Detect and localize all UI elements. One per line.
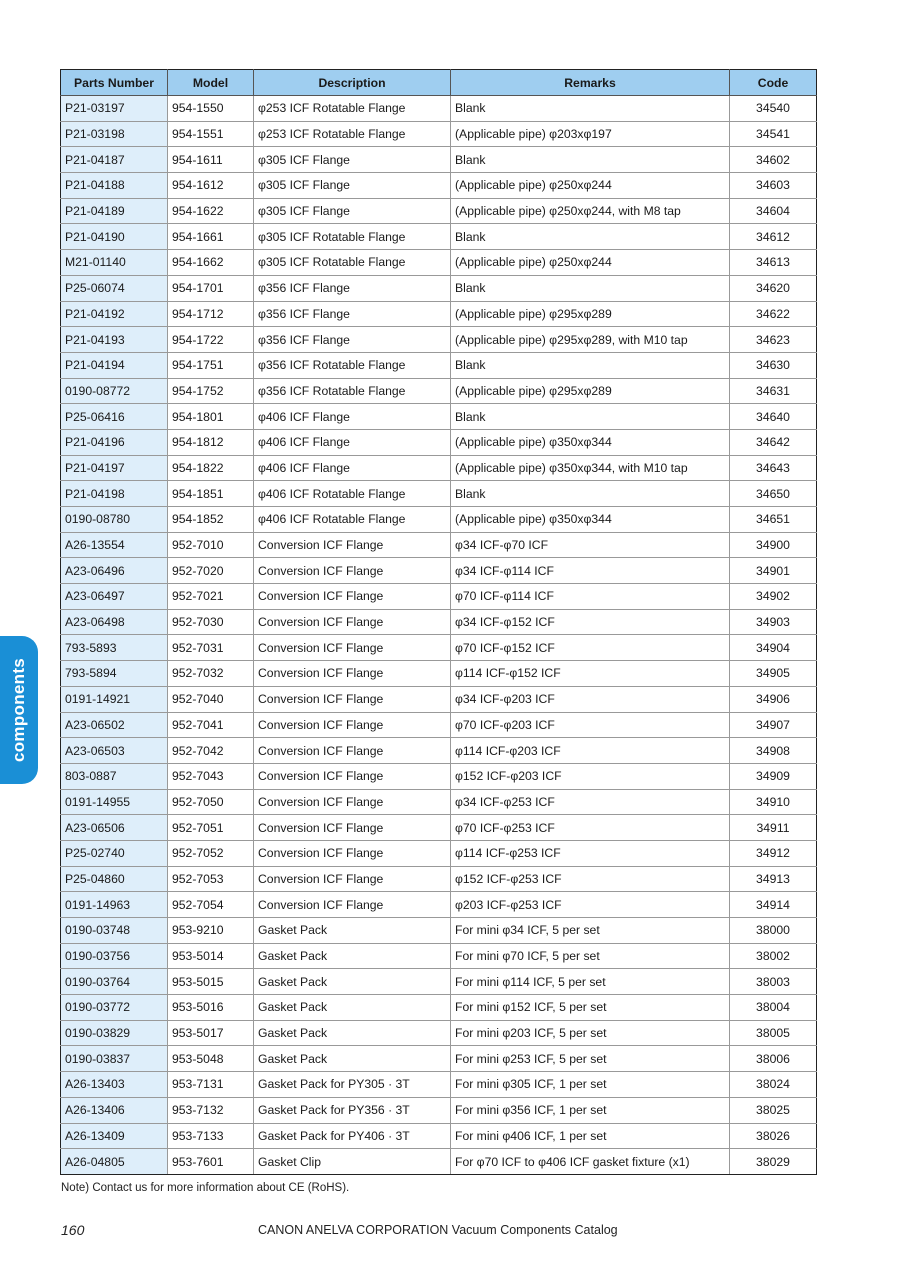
table-row: [61, 1072, 817, 1098]
table-body: [61, 96, 817, 1175]
table-row: [61, 96, 817, 122]
table-header-row: [61, 70, 817, 96]
cell-model: 952-7040: [168, 686, 254, 712]
cell-description: φ305 ICF Rotatable Flange: [254, 250, 451, 276]
cell-remarks: For mini φ203 ICF, 5 per set: [451, 1020, 730, 1046]
cell-code: 38002: [730, 943, 817, 969]
table-row: [61, 147, 817, 173]
cell-remarks: φ34 ICF-φ152 ICF: [451, 609, 730, 635]
table-row: [61, 224, 817, 250]
table-row: [61, 378, 817, 404]
cell-parts-number: 0190-03837: [61, 1046, 168, 1072]
cell-remarks: φ70 ICF-φ253 ICF: [451, 815, 730, 841]
cell-parts-number: A26-13403: [61, 1072, 168, 1098]
table-row: [61, 815, 817, 841]
cell-remarks: Blank: [451, 147, 730, 173]
cell-model: 954-1712: [168, 301, 254, 327]
cell-remarks: φ152 ICF-φ253 ICF: [451, 866, 730, 892]
cell-code: 38006: [730, 1046, 817, 1072]
table-row: [61, 918, 817, 944]
table-row: [61, 943, 817, 969]
cell-description: Conversion ICF Flange: [254, 866, 451, 892]
table-row: [61, 686, 817, 712]
cell-parts-number: P25-06416: [61, 404, 168, 430]
cell-parts-number: 0191-14963: [61, 892, 168, 918]
cell-model: 952-7032: [168, 661, 254, 687]
cell-remarks: Blank: [451, 224, 730, 250]
cell-description: φ406 ICF Flange: [254, 455, 451, 481]
section-tab-label: components: [9, 657, 28, 763]
cell-model: 954-1661: [168, 224, 254, 250]
cell-description: Gasket Pack for PY356 · 3T: [254, 1097, 451, 1123]
cell-parts-number: P21-04196: [61, 429, 168, 455]
cell-remarks: For mini φ406 ICF, 1 per set: [451, 1123, 730, 1149]
cell-remarks: φ114 ICF-φ203 ICF: [451, 738, 730, 764]
cell-model: 954-1551: [168, 121, 254, 147]
cell-model: 954-1852: [168, 507, 254, 533]
cell-parts-number: P21-04187: [61, 147, 168, 173]
cell-model: 953-5016: [168, 995, 254, 1021]
cell-model: 953-7601: [168, 1149, 254, 1175]
cell-remarks: (Applicable pipe) φ295xφ289: [451, 378, 730, 404]
cell-parts-number: 0190-03756: [61, 943, 168, 969]
cell-code: 34640: [730, 404, 817, 430]
cell-description: Conversion ICF Flange: [254, 789, 451, 815]
cell-model: 952-7041: [168, 712, 254, 738]
cell-model: 952-7050: [168, 789, 254, 815]
cell-description: φ406 ICF Rotatable Flange: [254, 507, 451, 533]
cell-model: 953-5015: [168, 969, 254, 995]
cell-code: 34623: [730, 327, 817, 353]
cell-model: 954-1801: [168, 404, 254, 430]
cell-code: 34603: [730, 173, 817, 199]
cell-parts-number: A26-13406: [61, 1097, 168, 1123]
cell-code: 34541: [730, 121, 817, 147]
cell-model: 952-7030: [168, 609, 254, 635]
table-row: [61, 789, 817, 815]
page-number: 160: [61, 1222, 85, 1238]
cell-parts-number: A23-06497: [61, 584, 168, 610]
cell-code: 34630: [730, 352, 817, 378]
cell-parts-number: P21-04197: [61, 455, 168, 481]
table-row: [61, 404, 817, 430]
footnote: Note) Contact us for more information about CE (RoHS).: [61, 1182, 350, 1194]
cell-remarks: Blank: [451, 352, 730, 378]
cell-parts-number: 0190-03748: [61, 918, 168, 944]
cell-parts-number: P21-04190: [61, 224, 168, 250]
table-row: [61, 173, 817, 199]
cell-remarks: (Applicable pipe) φ295xφ289, with M10 tap: [451, 327, 730, 353]
cell-model: 953-5017: [168, 1020, 254, 1046]
cell-description: Gasket Pack for PY305 · 3T: [254, 1072, 451, 1098]
cell-remarks: φ70 ICF-φ152 ICF: [451, 635, 730, 661]
table-row: [61, 1123, 817, 1149]
cell-parts-number: P21-04188: [61, 173, 168, 199]
cell-description: Conversion ICF Flange: [254, 763, 451, 789]
cell-remarks: φ152 ICF-φ203 ICF: [451, 763, 730, 789]
cell-code: 34912: [730, 840, 817, 866]
cell-description: Gasket Pack: [254, 995, 451, 1021]
table-row: [61, 738, 817, 764]
cell-parts-number: A23-06503: [61, 738, 168, 764]
cell-remarks: (Applicable pipe) φ250xφ244: [451, 173, 730, 199]
cell-parts-number: A26-04805: [61, 1149, 168, 1175]
cell-code: 34650: [730, 481, 817, 507]
cell-code: 34911: [730, 815, 817, 841]
cell-parts-number: 0190-03772: [61, 995, 168, 1021]
cell-code: 34604: [730, 198, 817, 224]
cell-parts-number: 0190-08772: [61, 378, 168, 404]
cell-code: 34904: [730, 635, 817, 661]
cell-description: Gasket Pack: [254, 969, 451, 995]
cell-code: 34540: [730, 96, 817, 122]
cell-description: Conversion ICF Flange: [254, 609, 451, 635]
cell-remarks: For mini φ114 ICF, 5 per set: [451, 969, 730, 995]
table-row: [61, 712, 817, 738]
cell-description: φ253 ICF Rotatable Flange: [254, 121, 451, 147]
cell-description: φ305 ICF Flange: [254, 198, 451, 224]
cell-description: Conversion ICF Flange: [254, 686, 451, 712]
cell-parts-number: P25-04860: [61, 866, 168, 892]
cell-parts-number: 0190-08780: [61, 507, 168, 533]
cell-description: Conversion ICF Flange: [254, 815, 451, 841]
cell-description: φ356 ICF Flange: [254, 275, 451, 301]
header-remarks: Remarks: [451, 70, 730, 96]
cell-description: φ253 ICF Rotatable Flange: [254, 96, 451, 122]
cell-remarks: For mini φ305 ICF, 1 per set: [451, 1072, 730, 1098]
cell-remarks: (Applicable pipe) φ203xφ197: [451, 121, 730, 147]
table-row: [61, 121, 817, 147]
cell-parts-number: P21-03197: [61, 96, 168, 122]
cell-code: 34907: [730, 712, 817, 738]
cell-model: 954-1622: [168, 198, 254, 224]
header-parts-number: Parts Number: [61, 70, 168, 96]
cell-description: φ356 ICF Rotatable Flange: [254, 352, 451, 378]
cell-remarks: φ203 ICF-φ253 ICF: [451, 892, 730, 918]
table-row: [61, 969, 817, 995]
cell-model: 954-1812: [168, 429, 254, 455]
cell-parts-number: P21-04193: [61, 327, 168, 353]
table-row: [61, 995, 817, 1021]
cell-description: φ406 ICF Rotatable Flange: [254, 481, 451, 507]
cell-parts-number: P21-04192: [61, 301, 168, 327]
cell-remarks: φ70 ICF-φ114 ICF: [451, 584, 730, 610]
cell-remarks: φ114 ICF-φ152 ICF: [451, 661, 730, 687]
cell-code: 34631: [730, 378, 817, 404]
cell-remarks: φ70 ICF-φ203 ICF: [451, 712, 730, 738]
cell-description: Conversion ICF Flange: [254, 840, 451, 866]
cell-remarks: Blank: [451, 404, 730, 430]
cell-parts-number: 793-5893: [61, 635, 168, 661]
table-row: [61, 198, 817, 224]
cell-model: 954-1612: [168, 173, 254, 199]
cell-model: 953-9210: [168, 918, 254, 944]
cell-remarks: Blank: [451, 275, 730, 301]
cell-remarks: For mini φ152 ICF, 5 per set: [451, 995, 730, 1021]
cell-model: 953-7132: [168, 1097, 254, 1123]
cell-description: Gasket Pack for PY406 · 3T: [254, 1123, 451, 1149]
cell-remarks: (Applicable pipe) φ350xφ344: [451, 507, 730, 533]
table-row: [61, 327, 817, 353]
cell-model: 954-1722: [168, 327, 254, 353]
header-model: Model: [168, 70, 254, 96]
table-row: [61, 481, 817, 507]
cell-description: φ406 ICF Flange: [254, 429, 451, 455]
cell-model: 952-7042: [168, 738, 254, 764]
cell-remarks: (Applicable pipe) φ250xφ244: [451, 250, 730, 276]
cell-remarks: φ34 ICF-φ70 ICF: [451, 532, 730, 558]
cell-parts-number: M21-01140: [61, 250, 168, 276]
cell-description: φ356 ICF Rotatable Flange: [254, 378, 451, 404]
cell-parts-number: P21-04198: [61, 481, 168, 507]
cell-remarks: (Applicable pipe) φ295xφ289: [451, 301, 730, 327]
cell-parts-number: P25-02740: [61, 840, 168, 866]
table-row: [61, 584, 817, 610]
cell-model: 954-1751: [168, 352, 254, 378]
table-row: [61, 1097, 817, 1123]
table-row: [61, 352, 817, 378]
cell-code: 34651: [730, 507, 817, 533]
cell-code: 34909: [730, 763, 817, 789]
table-row: [61, 532, 817, 558]
cell-parts-number: A23-06506: [61, 815, 168, 841]
cell-remarks: φ34 ICF-φ203 ICF: [451, 686, 730, 712]
cell-model: 954-1550: [168, 96, 254, 122]
cell-description: Conversion ICF Flange: [254, 712, 451, 738]
cell-parts-number: P21-03198: [61, 121, 168, 147]
cell-code: 34613: [730, 250, 817, 276]
cell-remarks: φ34 ICF-φ253 ICF: [451, 789, 730, 815]
cell-code: 34902: [730, 584, 817, 610]
cell-description: φ406 ICF Flange: [254, 404, 451, 430]
header-code: Code: [730, 70, 817, 96]
header-description: Description: [254, 70, 451, 96]
cell-code: 38026: [730, 1123, 817, 1149]
cell-parts-number: 0190-03829: [61, 1020, 168, 1046]
cell-model: 952-7051: [168, 815, 254, 841]
cell-model: 952-7010: [168, 532, 254, 558]
cell-code: 34906: [730, 686, 817, 712]
section-tab: [0, 636, 38, 784]
cell-model: 954-1822: [168, 455, 254, 481]
cell-parts-number: P21-04194: [61, 352, 168, 378]
cell-remarks: For mini φ356 ICF, 1 per set: [451, 1097, 730, 1123]
table-row: [61, 1149, 817, 1175]
cell-parts-number: 0190-03764: [61, 969, 168, 995]
cell-code: 38004: [730, 995, 817, 1021]
cell-remarks: (Applicable pipe) φ350xφ344, with M10 tap: [451, 455, 730, 481]
cell-description: Conversion ICF Flange: [254, 558, 451, 584]
cell-description: φ356 ICF Flange: [254, 327, 451, 353]
parts-table: [60, 69, 817, 1175]
cell-parts-number: P21-04189: [61, 198, 168, 224]
cell-model: 953-5014: [168, 943, 254, 969]
cell-description: Conversion ICF Flange: [254, 738, 451, 764]
table-row: [61, 635, 817, 661]
cell-code: 34642: [730, 429, 817, 455]
cell-parts-number: A23-06496: [61, 558, 168, 584]
cell-description: Gasket Pack: [254, 943, 451, 969]
cell-remarks: (Applicable pipe) φ350xφ344: [451, 429, 730, 455]
table-row: [61, 892, 817, 918]
cell-model: 953-7133: [168, 1123, 254, 1149]
cell-remarks: φ114 ICF-φ253 ICF: [451, 840, 730, 866]
table-row: [61, 1046, 817, 1072]
cell-description: Gasket Clip: [254, 1149, 451, 1175]
cell-model: 952-7043: [168, 763, 254, 789]
cell-code: 34914: [730, 892, 817, 918]
cell-model: 954-1701: [168, 275, 254, 301]
cell-model: 952-7021: [168, 584, 254, 610]
cell-remarks: Blank: [451, 481, 730, 507]
table-row: [61, 661, 817, 687]
cell-parts-number: A26-13554: [61, 532, 168, 558]
cell-description: φ305 ICF Flange: [254, 173, 451, 199]
cell-model: 954-1851: [168, 481, 254, 507]
cell-code: 34905: [730, 661, 817, 687]
cell-model: 952-7054: [168, 892, 254, 918]
table-row: [61, 558, 817, 584]
cell-code: 38029: [730, 1149, 817, 1175]
table-row: [61, 866, 817, 892]
cell-model: 953-7131: [168, 1072, 254, 1098]
catalog-title: CANON ANELVA CORPORATION Vacuum Components Catalog: [258, 1223, 618, 1237]
table-row: [61, 609, 817, 635]
cell-description: Gasket Pack: [254, 1020, 451, 1046]
cell-model: 954-1662: [168, 250, 254, 276]
cell-parts-number: A23-06502: [61, 712, 168, 738]
cell-model: 952-7052: [168, 840, 254, 866]
table-row: [61, 840, 817, 866]
cell-model: 953-5048: [168, 1046, 254, 1072]
cell-parts-number: 803-0887: [61, 763, 168, 789]
cell-code: 38005: [730, 1020, 817, 1046]
cell-description: φ305 ICF Rotatable Flange: [254, 224, 451, 250]
cell-remarks: φ34 ICF-φ114 ICF: [451, 558, 730, 584]
table-row: [61, 250, 817, 276]
cell-parts-number: 0191-14921: [61, 686, 168, 712]
cell-parts-number: 793-5894: [61, 661, 168, 687]
cell-model: 954-1611: [168, 147, 254, 173]
cell-remarks: For mini φ34 ICF, 5 per set: [451, 918, 730, 944]
cell-code: 34602: [730, 147, 817, 173]
table-row: [61, 507, 817, 533]
cell-parts-number: A23-06498: [61, 609, 168, 635]
cell-description: Gasket Pack: [254, 918, 451, 944]
cell-remarks: (Applicable pipe) φ250xφ244, with M8 tap: [451, 198, 730, 224]
cell-code: 34900: [730, 532, 817, 558]
cell-description: φ356 ICF Flange: [254, 301, 451, 327]
cell-code: 34643: [730, 455, 817, 481]
cell-description: Conversion ICF Flange: [254, 532, 451, 558]
cell-description: φ305 ICF Flange: [254, 147, 451, 173]
cell-code: 34910: [730, 789, 817, 815]
cell-remarks: For mini φ70 ICF, 5 per set: [451, 943, 730, 969]
cell-code: 38000: [730, 918, 817, 944]
cell-description: Gasket Pack: [254, 1046, 451, 1072]
cell-parts-number: A26-13409: [61, 1123, 168, 1149]
cell-parts-number: 0191-14955: [61, 789, 168, 815]
cell-code: 38024: [730, 1072, 817, 1098]
table-row: [61, 763, 817, 789]
cell-parts-number: P25-06074: [61, 275, 168, 301]
cell-code: 38025: [730, 1097, 817, 1123]
cell-code: 34903: [730, 609, 817, 635]
table-row: [61, 275, 817, 301]
cell-code: 34901: [730, 558, 817, 584]
cell-remarks: For mini φ253 ICF, 5 per set: [451, 1046, 730, 1072]
cell-code: 34622: [730, 301, 817, 327]
table-row: [61, 301, 817, 327]
table-row: [61, 1020, 817, 1046]
cell-code: 34913: [730, 866, 817, 892]
cell-code: 34620: [730, 275, 817, 301]
cell-model: 952-7020: [168, 558, 254, 584]
table-row: [61, 429, 817, 455]
table-row: [61, 455, 817, 481]
cell-code: 34908: [730, 738, 817, 764]
cell-description: Conversion ICF Flange: [254, 892, 451, 918]
cell-model: 952-7031: [168, 635, 254, 661]
cell-description: Conversion ICF Flange: [254, 635, 451, 661]
cell-model: 952-7053: [168, 866, 254, 892]
cell-description: Conversion ICF Flange: [254, 584, 451, 610]
cell-code: 34612: [730, 224, 817, 250]
cell-description: Conversion ICF Flange: [254, 661, 451, 687]
cell-code: 38003: [730, 969, 817, 995]
cell-model: 954-1752: [168, 378, 254, 404]
cell-remarks: For φ70 ICF to φ406 ICF gasket fixture (x1): [451, 1149, 730, 1175]
cell-remarks: Blank: [451, 96, 730, 122]
